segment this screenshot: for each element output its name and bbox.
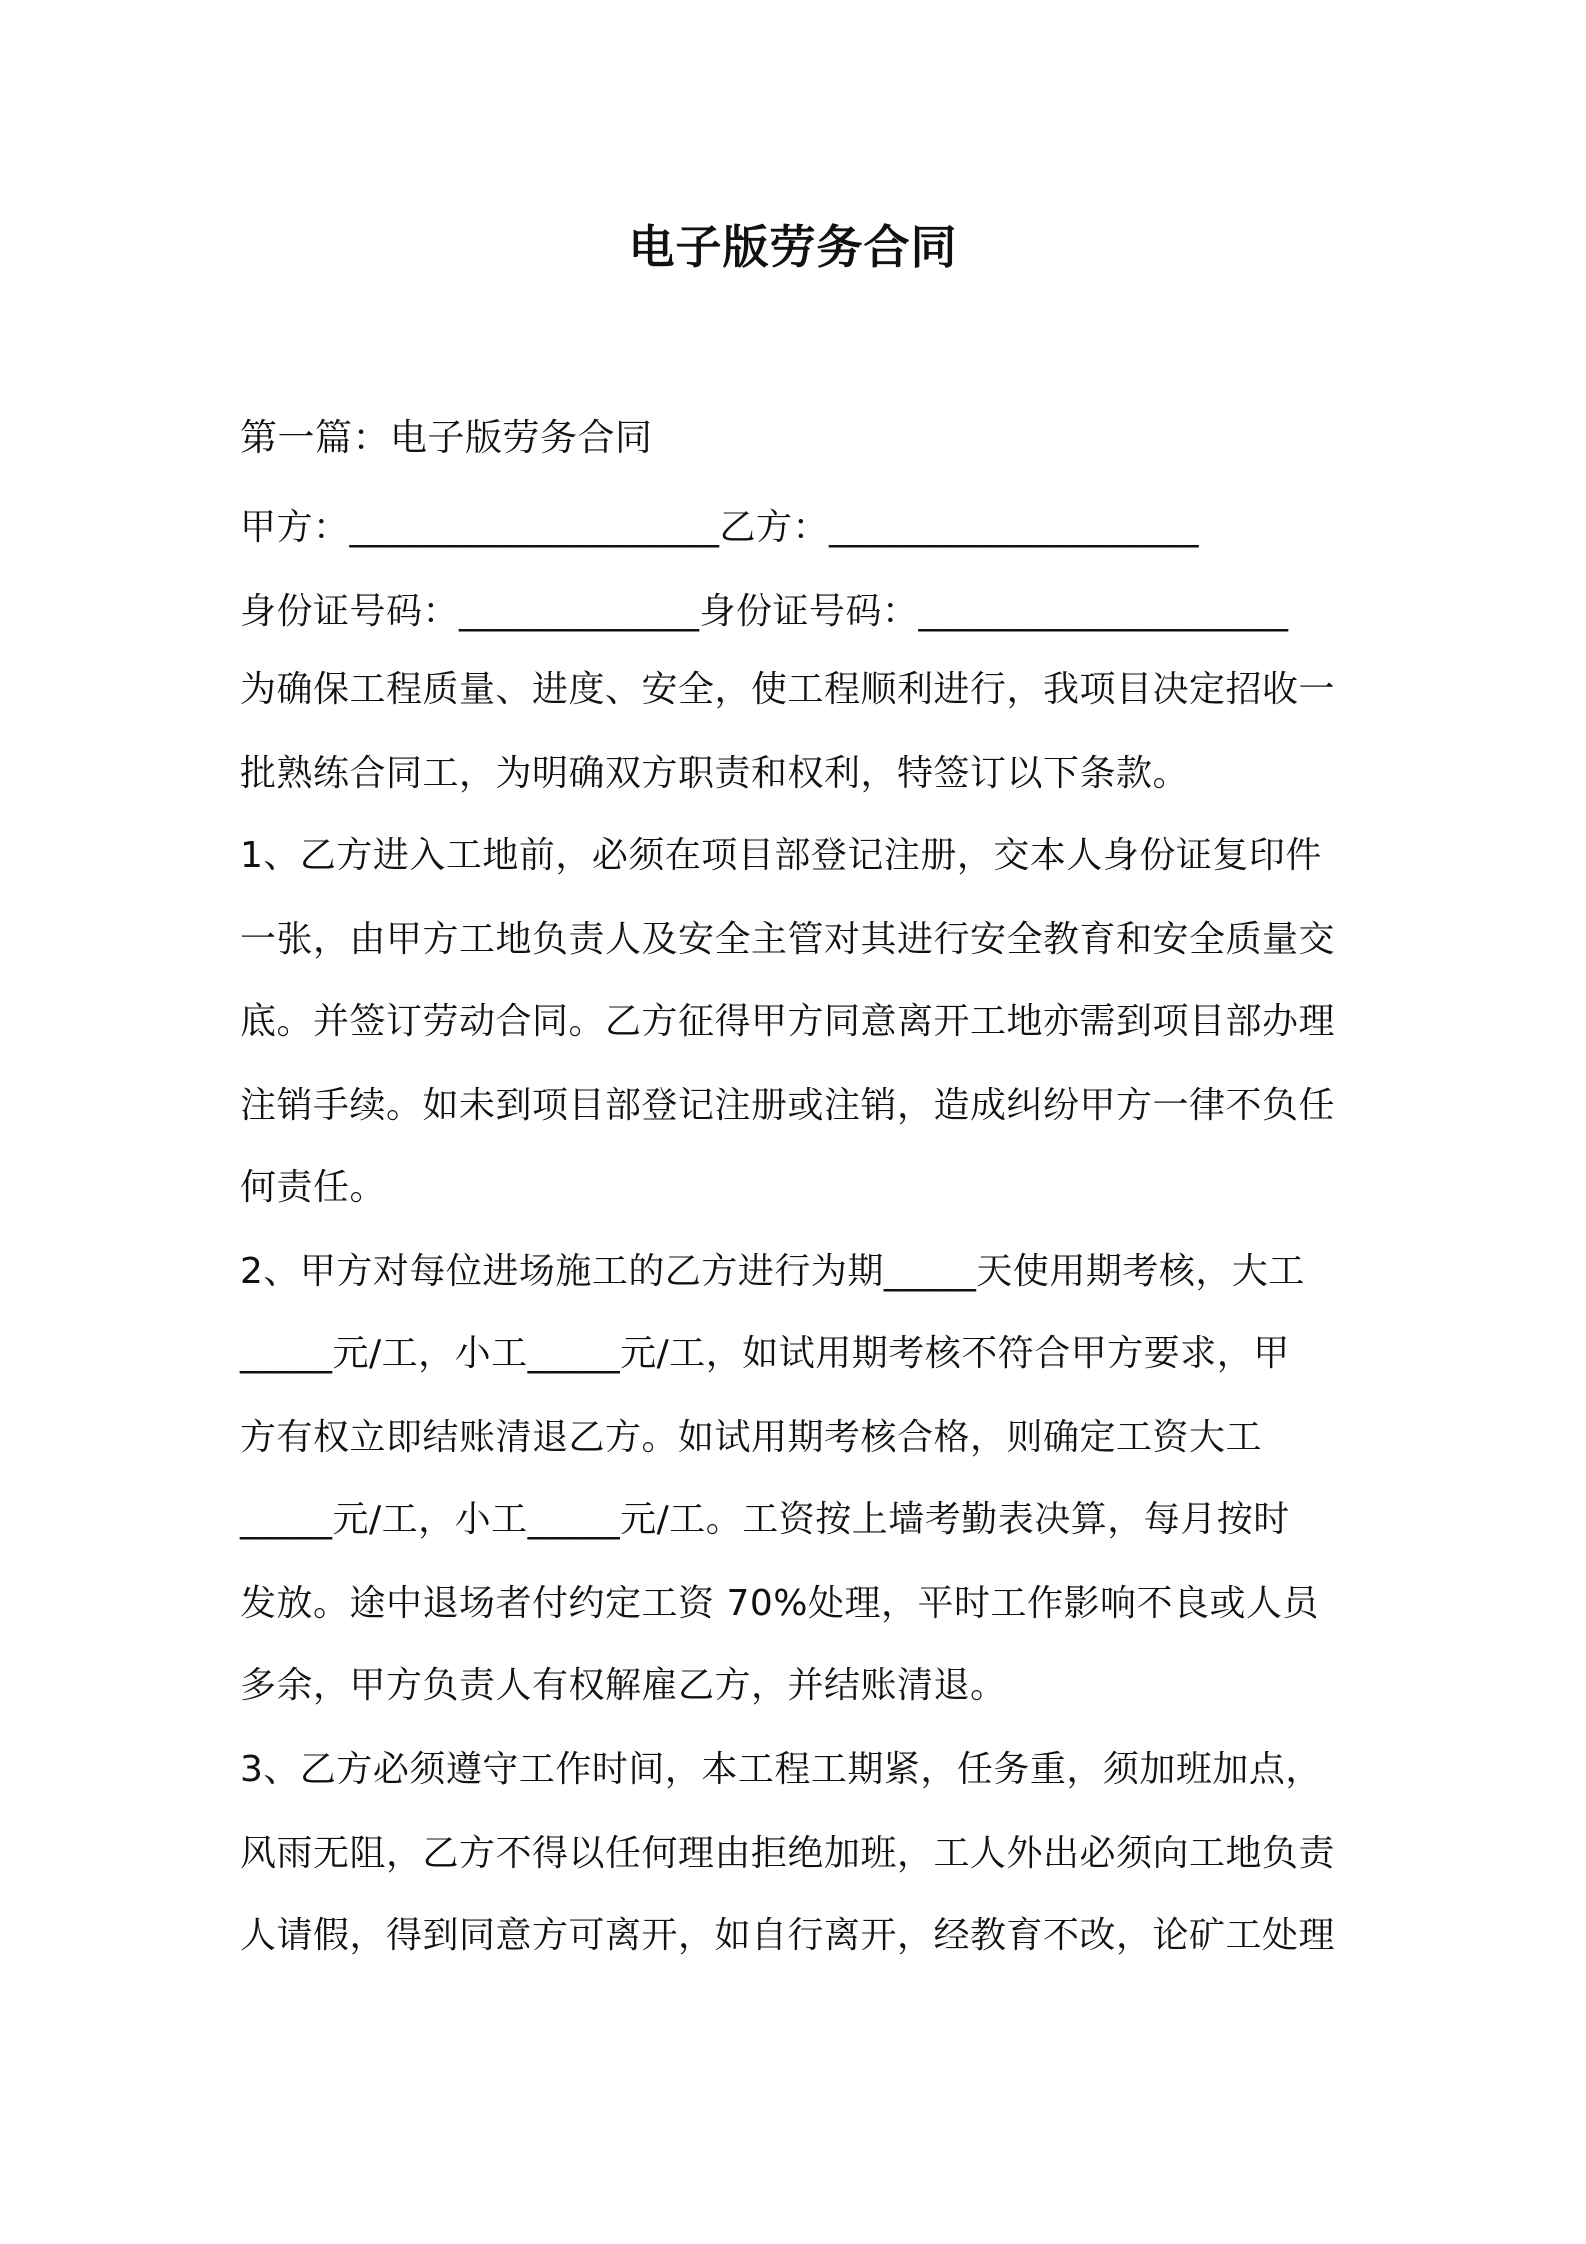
section-heading: 第一篇：电子版劳务合同 xyxy=(240,416,653,459)
document-title: 电子版劳务合同 xyxy=(628,220,958,274)
clause-1-line: 1、乙方进入工地前，必须在项目部登记注册，交本人身份证复印件 xyxy=(240,835,1322,876)
clause-2-line: _____元/工，小工_____元/工，如试用期考核不符合甲方要求，甲 xyxy=(240,1333,1290,1374)
clause-1-line: 底。并签订劳动合同。乙方征得甲方同意离开工地亦需到项目部办理 xyxy=(240,1001,1336,1042)
clause-2-line: 2、甲方对每位进场施工的乙方进行为期_____天使用期考核，大工 xyxy=(240,1251,1305,1292)
clause-2-line: 方有权立即结账清退乙方。如试用期考核合格，则确定工资大工 xyxy=(240,1417,1263,1458)
party-names-line: 甲方：____________________乙方：____________________ xyxy=(240,507,1200,548)
clause-1-line: 一张，由甲方工地负责人及安全主管对其进行安全教育和安全质量交 xyxy=(240,919,1336,960)
paragraph-line: 批熟练合同工，为明确双方职责和权利，特签订以下条款。 xyxy=(240,753,1190,794)
clause-3-line: 风雨无阻，乙方不得以任何理由拒绝加班，工人外出必须向工地负责 xyxy=(240,1833,1336,1874)
paragraph-line: 为确保工程质量、进度、安全，使工程顺利进行，我项目决定招收一 xyxy=(240,669,1336,710)
clause-2-line: _____元/工，小工_____元/工。工资按上墙考勤表决算，每月按时 xyxy=(240,1499,1290,1540)
clause-1-line: 注销手续。如未到项目部登记注册或注销，造成纠纷甲方一律不负任 xyxy=(240,1085,1336,1126)
clause-3-line: 人请假，得到同意方可离开，如自行离开，经教育不改，论矿工处理 xyxy=(240,1915,1336,1956)
clause-2-line: 多余，甲方负责人有权解雇乙方，并结账清退。 xyxy=(240,1665,1007,1706)
clause-1-line: 何责任。 xyxy=(240,1167,387,1208)
clause-3-line: 3、乙方必须遵守工作时间，本工程工期紧，任务重，须加班加点， xyxy=(240,1749,1322,1790)
id-numbers-line: 身份证号码：_____________身份证号码：____________________ xyxy=(240,591,1289,632)
clause-2-line: 发放。途中退场者付约定工资 70%处理，平时工作影响不良或人员 xyxy=(240,1583,1319,1624)
